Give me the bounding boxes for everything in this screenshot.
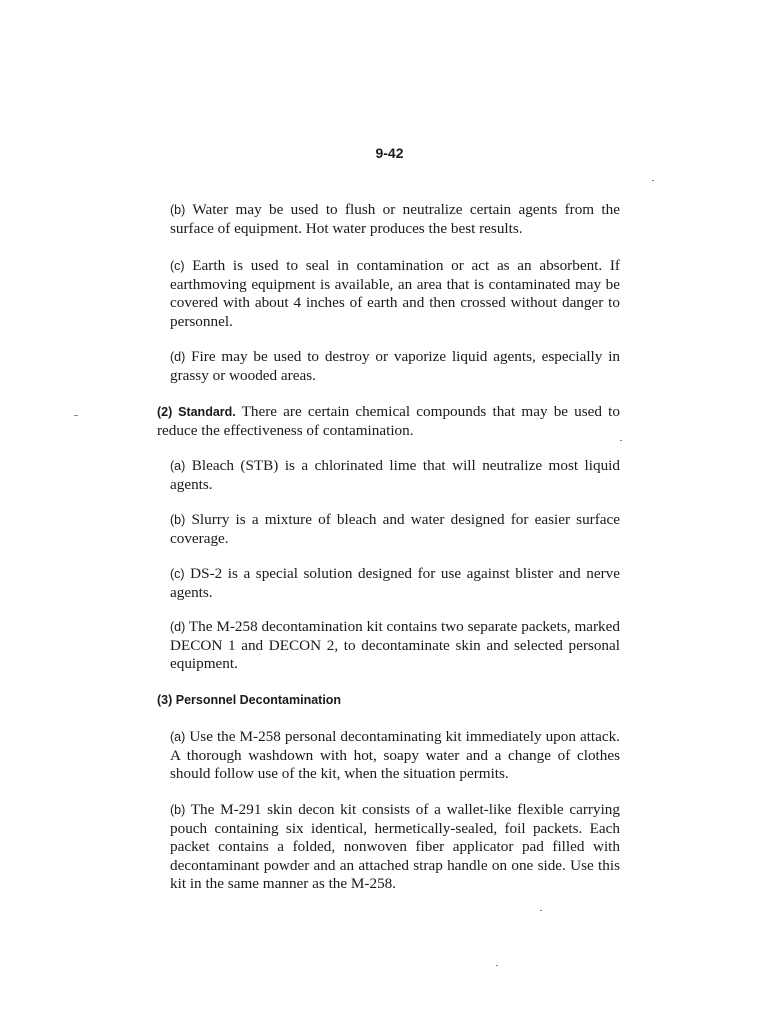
paragraph-text: Use the M-258 personal decontaminating kit immediately upon attack. A thorough washdown with hot, soapy water and a change of clothes should follow use of the kit, when the situation permits.	[170, 728, 621, 782]
paragraph-slurry	[170, 511, 620, 548]
paragraph-text: Bleach (STB) is a chlorinated lime that will neutralize most liquid agents.	[170, 457, 620, 493]
paragraph-text: Slurry is a mixture of bleach and water designed for easier surface coverage.	[170, 511, 621, 547]
paragraph-fire	[170, 348, 620, 385]
page-number: 9-42	[375, 145, 404, 161]
paragraph-text: The M-258 decontamination kit contains two separate packets, marked DECON 1 and DECON 2, to decontaminate skin and selected personal equipment.	[170, 618, 620, 672]
paragraph-label: (d)	[170, 350, 186, 364]
paragraph-m258-kit	[170, 618, 620, 674]
scan-speck	[652, 180, 654, 181]
paragraph-label: (c)	[170, 259, 185, 273]
scan-speck	[620, 440, 622, 441]
paragraph-label: (b)	[170, 513, 186, 527]
paragraph-earth	[170, 257, 620, 331]
paragraph-standard	[157, 403, 620, 440]
paragraph-text: There are certain chemical compounds that may be used to reduce the effectiveness of contamination.	[157, 403, 620, 439]
paragraph-text: DS-2 is a special solution designed for use against blister and nerve agents.	[170, 565, 621, 601]
paragraph-m258-use	[170, 728, 620, 784]
paragraph-label: (c)	[170, 567, 185, 581]
section-heading-standard: (2) Standard.	[157, 405, 236, 419]
scan-speck	[74, 415, 78, 416]
paragraph-ds2	[170, 565, 620, 602]
paragraph-label: (b)	[170, 203, 186, 217]
paragraph-label: (d)	[170, 620, 186, 634]
scan-speck	[540, 910, 542, 911]
paragraph-m291	[170, 801, 620, 894]
scan-speck	[496, 965, 498, 966]
paragraph-label: (b)	[170, 803, 186, 817]
paragraph-water	[170, 201, 620, 238]
section-heading-personnel: (3) Personnel Decontamination	[157, 693, 342, 707]
paragraph-text: Earth is used to seal in contamination or act as an absorbent. If earthmoving equipment is available, an area that is contaminated may be covered with about 4 inches of earth and then crossed without danger to personnel.	[170, 257, 620, 330]
paragraph-bleach	[170, 457, 620, 494]
paragraph-text: The M-291 skin decon kit consists of a wallet-like flexible carrying pouch containing six identical, hermetically-sealed, foil packets. Each packet contains a folded, nonwoven fiber applicator pad filled with decontaminant powder and an attached strap handle on one side. Use this kit in the same manner as the M-258.	[170, 801, 620, 892]
paragraph-text: Fire may be used to destroy or vaporize liquid agents, especially in grassy or wooded areas.	[170, 348, 621, 384]
paragraph-label: (a)	[170, 730, 186, 744]
paragraph-text: Water may be used to flush or neutralize certain agents from the surface of equipment. Hot water produces the best results.	[170, 201, 620, 237]
paragraph-label: (a)	[170, 459, 186, 473]
